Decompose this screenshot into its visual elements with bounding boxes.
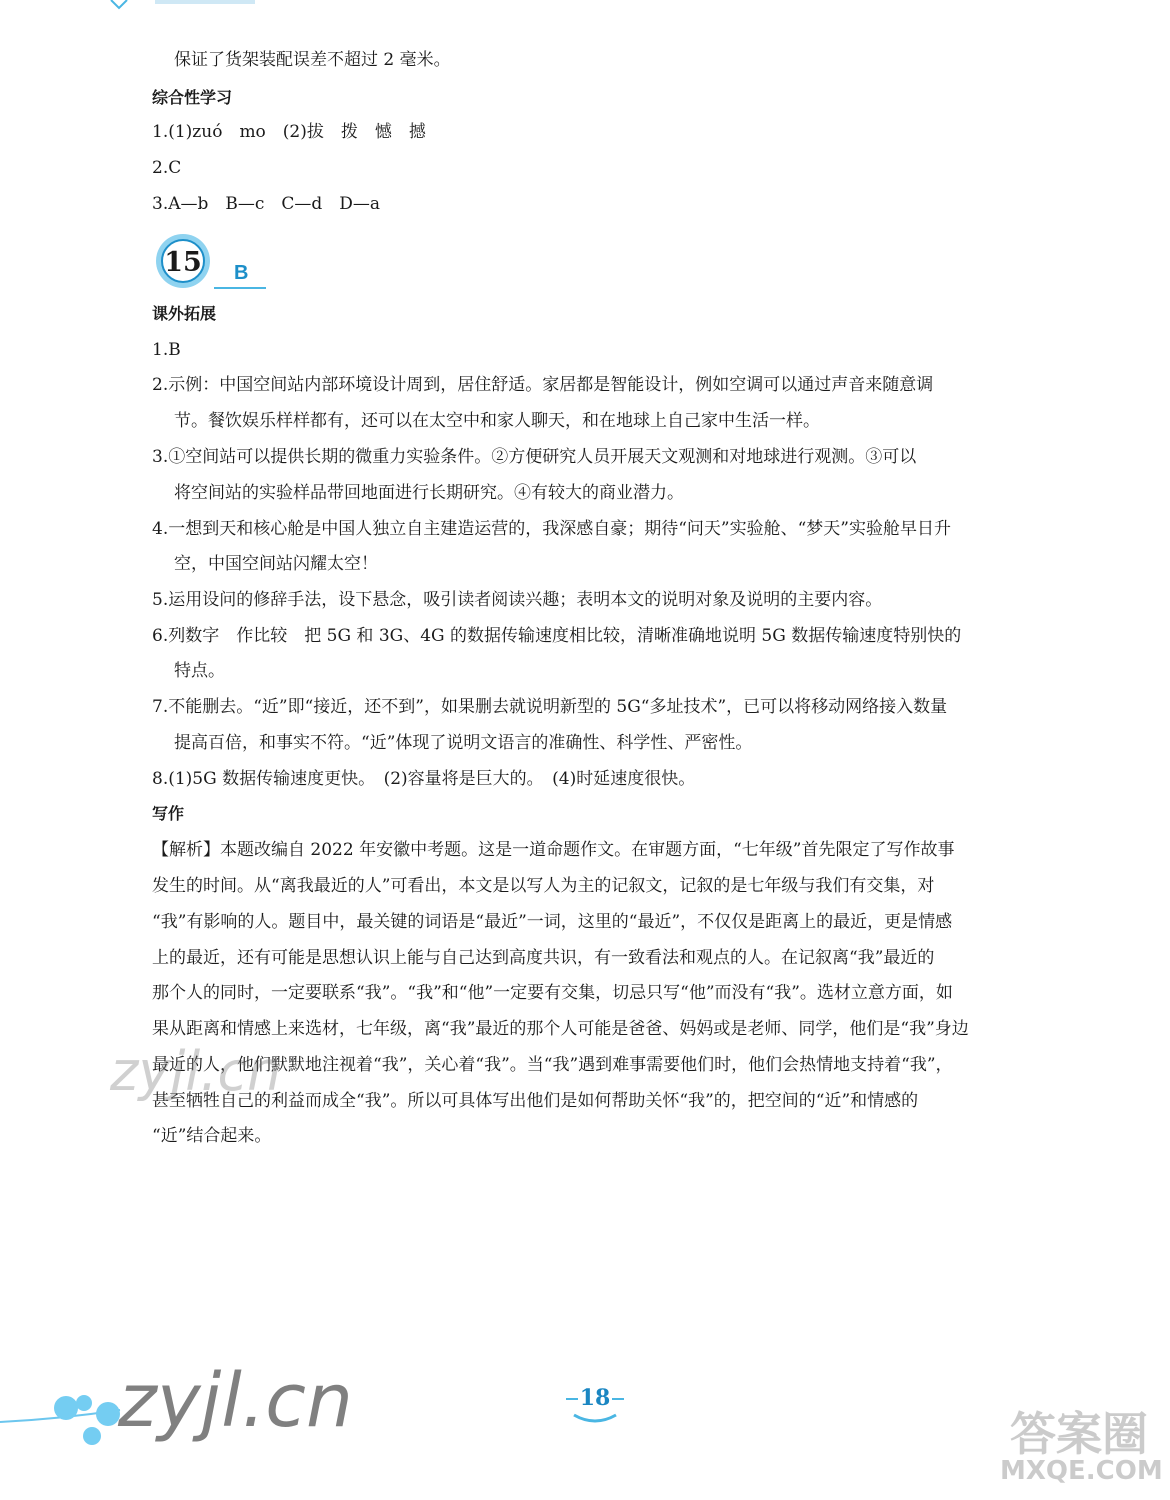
text-line: 提高百倍，和事实不符。“近”体现了说明文语言的准确性、科学性、严密性。 [174,733,753,753]
text-line: 【解析】本题改编自 2022 年安徽中考题。这是一道命题作文。在审题方面，“七年级”首先限定了写作故事 [152,840,955,860]
text-line: 特点。 [174,661,225,681]
watermark-corner-bottom: MXQE.COM [1000,1456,1163,1486]
list-item: 3.A—b B—c C—d D—a [152,194,381,214]
text-line: 空，中国空间站闪耀太空！ [174,554,378,574]
top-line: 保证了货架装配误差不超过 2 毫米。 [174,50,451,70]
text-line: 8.(1)5G 数据传输速度更快。 (2)容量将是巨大的。 (4)时延速度很快。 [152,769,696,789]
text-line: 最近的人，他们默默地注视着“我”，关心着“我”。当“我”遇到难事需要他们时，他们会热情地支持着“我”， [152,1055,953,1075]
watermark-corner-top: 答案圈 [1010,1407,1148,1461]
lesson-number: 15 [164,247,202,278]
watermark-bottom: zyjl.cn [118,1358,353,1444]
text-line: 将空间站的实验样品带回地面进行长期研究。④有较大的商业潜力。 [174,483,684,503]
section-heading-extension: 课外拓展 [152,304,217,323]
text-line: 甚至牺牲自己的利益而成全“我”。所以可具体写出他们是如何帮助关怀“我”的，把空间的“近”和情感的 [152,1091,919,1111]
page-number-text: 18 [579,1385,611,1411]
text-line: 3.①空间站可以提供长期的微重力实验条件。②方便研究人员开展天文观测和对地球进行观测。③可以 [152,447,917,467]
text-line: 那个人的同时，一定要联系“我”。“我”和“他”一定要有交集，切忌只写“他”而没有“我”。选材立意方面，如 [152,983,953,1003]
section-heading-writing: 写作 [152,804,185,823]
text-line: “我”有影响的人。题目中，最关键的词语是“最近”一词，这里的“最近”，不仅仅是距离上的最近，更是情感 [152,912,953,932]
text-line: 果从距离和情感上来选材，七年级，离“我”最近的那个人可能是爸爸、妈妈或是老师、同学，他们是“我”身边 [152,1019,969,1039]
list-item: 1.(1)zuó mo (2)拔 拨 憾 撼 [152,122,426,142]
text-line: 4.一想到天和核心舱是中国人独立自主建造运营的，我深感自豪；期待“问天”实验舱、“梦天”实验舱早日升 [152,519,951,539]
text-line: 7.不能删去。“近”即“接近，还不到”，如果删去就说明新型的 5G“多址技术”，已可以将移动网络接入数量 [152,697,948,717]
text-line: 节。餐饮娱乐样样都有，还可以在太空中和家人聊天，和在地球上自己家中生活一样。 [174,411,820,431]
section-heading-comprehensive: 综合性学习 [152,88,233,107]
list-item: 2.C [152,158,182,178]
text-line: 5.运用设问的修辞手法，设下悬念，吸引读者阅读兴趣；表明本文的说明对象及说明的主要内容。 [152,590,883,610]
text-line: 2.示例：中国空间站内部环境设计周到，居住舒适。家居都是智能设计，例如空调可以通过声音来随意调 [152,375,934,395]
text-line: “近”结合起来。 [152,1126,272,1146]
lesson-number-badge [153,233,213,289]
text-line: 6.列数字 作比较 把 5G 和 3G、4G 的数据传输速度相比较，清晰准确地说明 5G 数据传输速度特别快的 [152,626,962,646]
watermark-mid: zyjl.cn [110,1040,282,1103]
text-line: 发生的时间。从“离我最近的人”可看出，本文是以写人为主的记叙文，记叙的是七年级与我们有交集，对 [152,876,935,896]
lesson-section-letter: B [234,262,249,284]
page-number [560,1375,630,1423]
text-line: 1.B [152,340,181,360]
lesson-underline [214,287,266,289]
text-line: 上的最近，还有可能是思想认识上能与自己达到高度共识，有一致看法和观点的人。在记叙离“我”最近的 [152,948,935,968]
header-decoration [105,0,265,12]
